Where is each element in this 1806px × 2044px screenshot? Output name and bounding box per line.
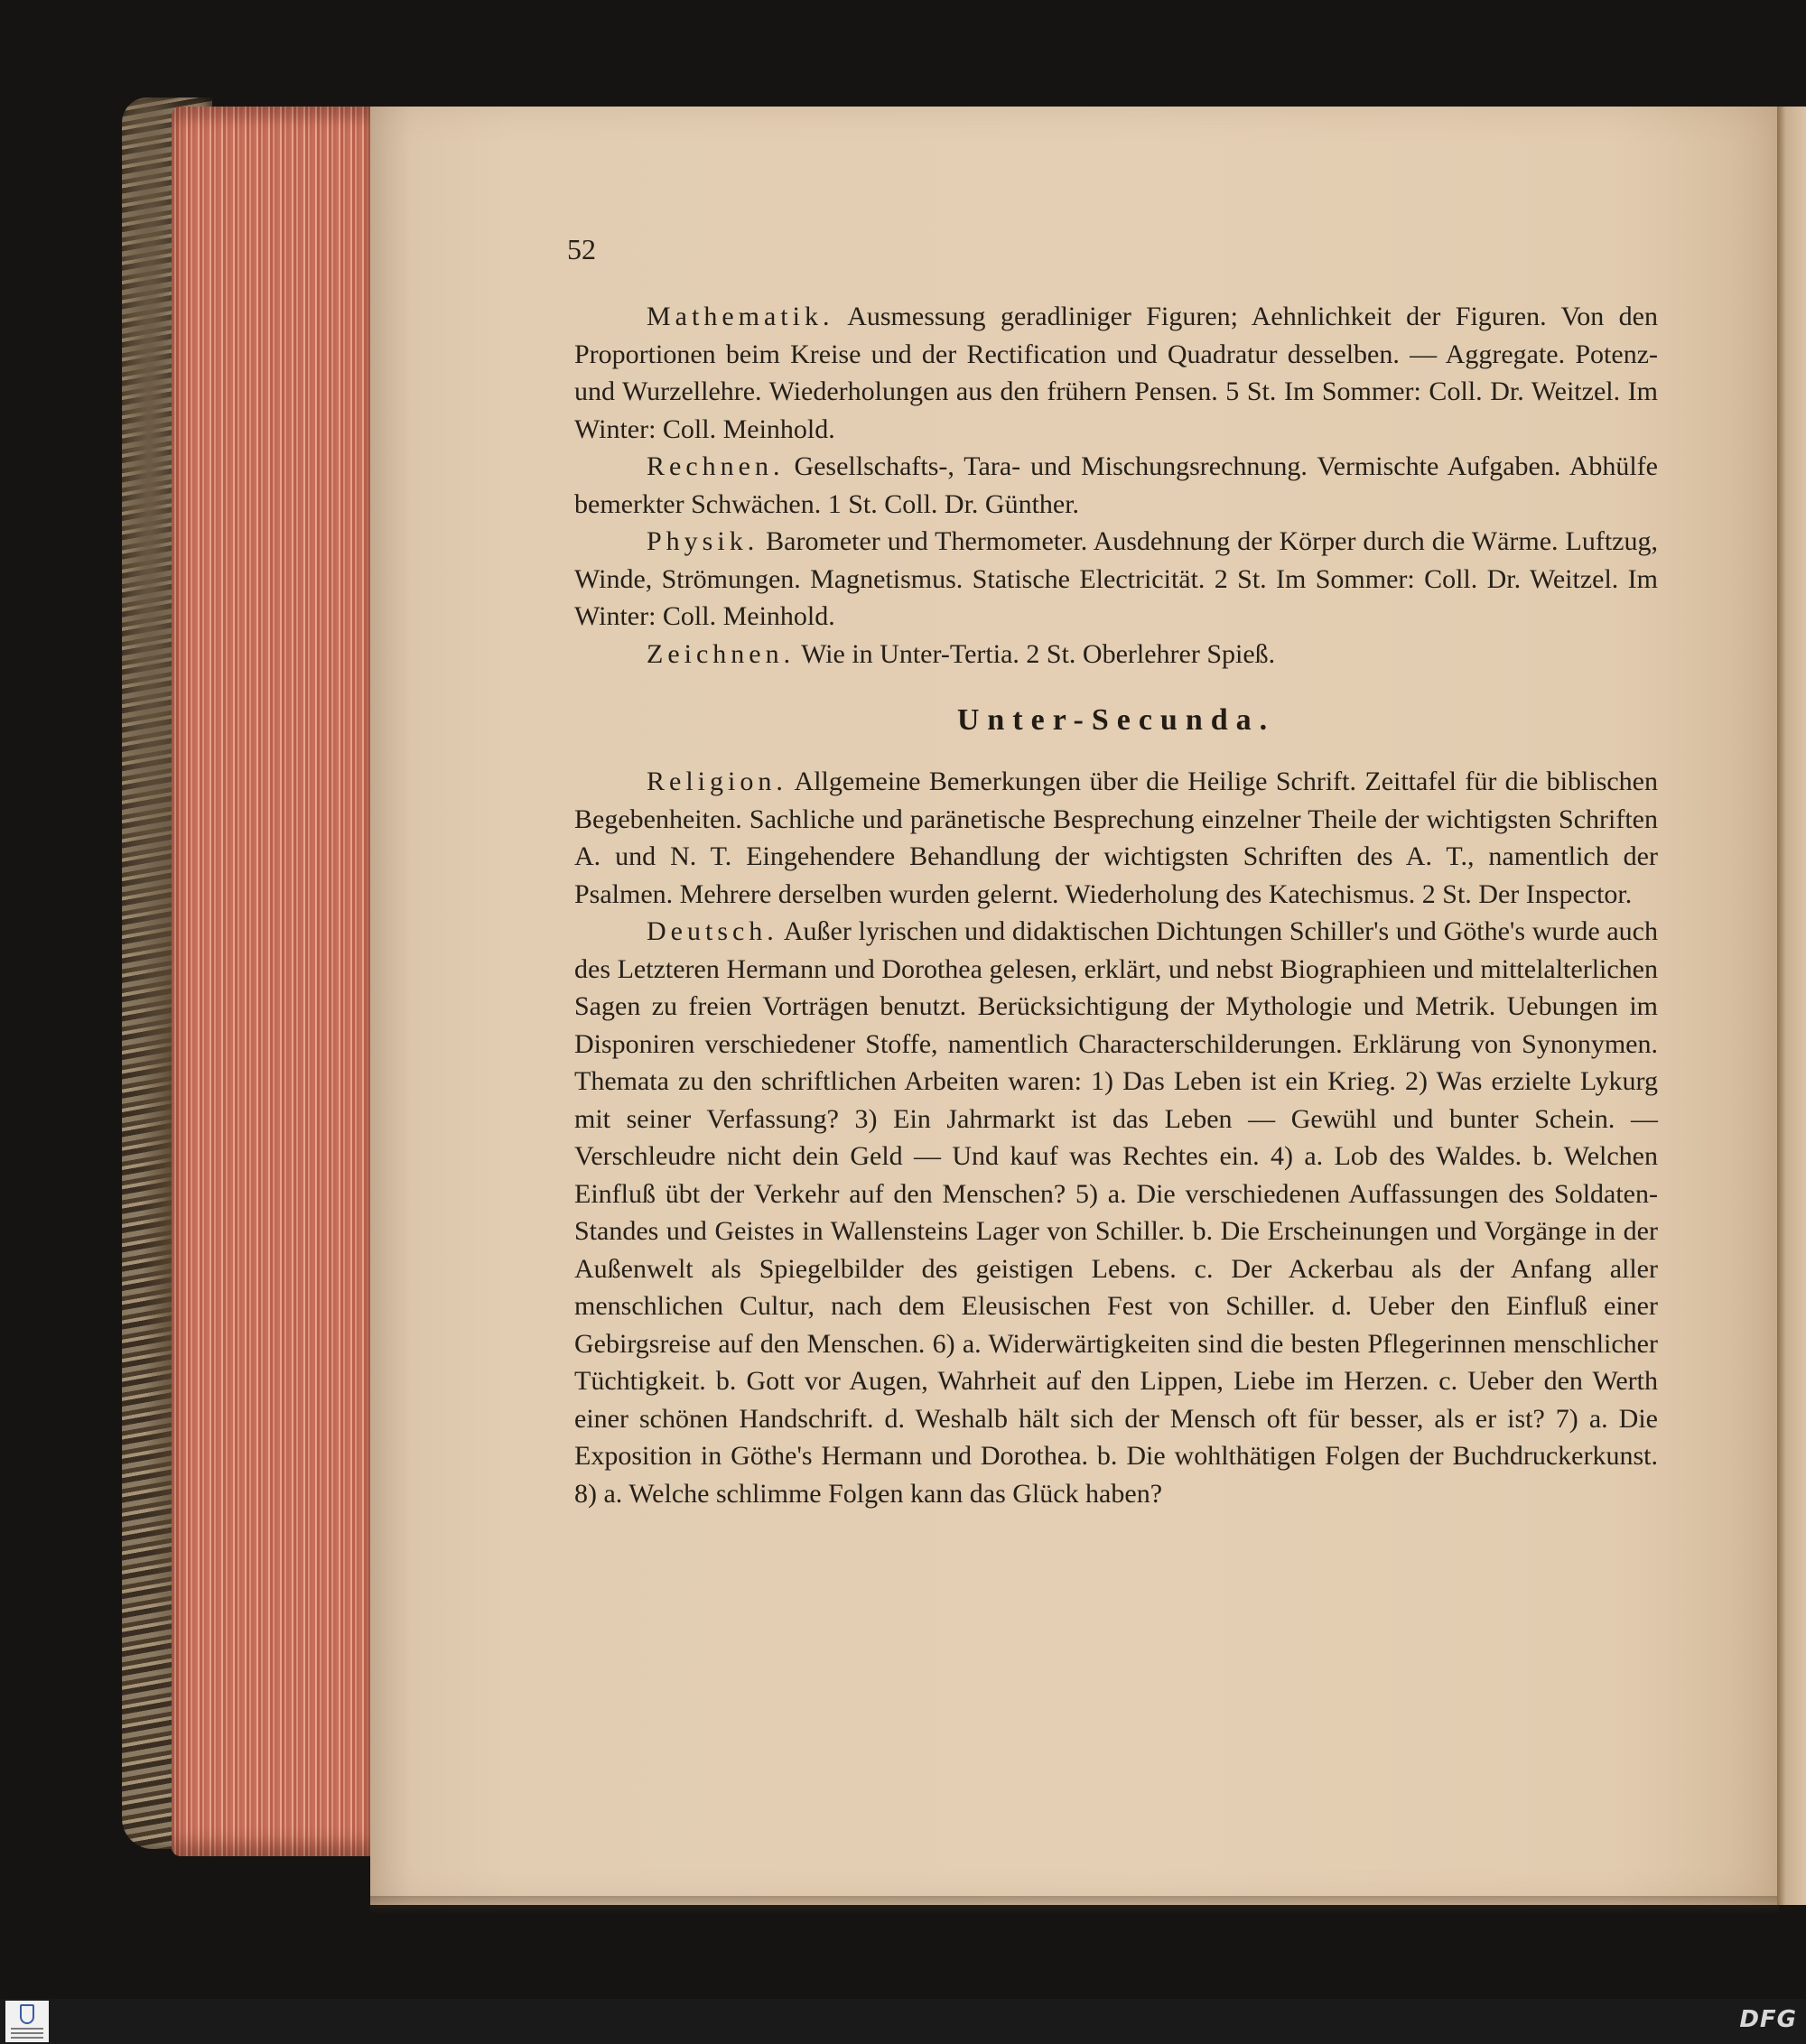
paragraph-mathematik <box>574 298 1658 448</box>
paragraph-body: Gesellschafts-, Tara- und Mischungsrechnung. Vermischte Aufgaben. Abhülfe bemerkter Schwächen. 1 St. Coll. Dr. Günther. <box>574 451 1658 519</box>
paragraph-lead: Zeichnen. <box>647 638 796 669</box>
paragraph-lead: Deutsch. <box>647 916 778 946</box>
page-edges <box>172 107 379 1856</box>
library-logo-icon <box>5 2001 49 2042</box>
section-heading: Unter-Secunda. <box>956 703 1276 737</box>
page-text <box>574 298 1658 1512</box>
page-shadow <box>370 1896 1779 1914</box>
paragraph-zeichnen <box>574 636 1658 674</box>
paragraph-physik <box>574 523 1658 636</box>
paragraph-lead: Rechnen. <box>647 451 785 481</box>
paragraph-religion <box>574 763 1658 913</box>
paragraph-lead: Religion. <box>647 766 787 796</box>
paragraph-body: Wie in Unter-Tertia. 2 St. Oberlehrer Spieß. <box>795 638 1276 669</box>
paragraph-body: Außer lyrischen und didaktischen Dichtungen Schiller's und Göthe's wurde auch des Letzteren Hermann und Dorothea gelesen, erklärt, und nebst Biographieen und mittelalterlichen Sagen zu freien Vorträgen benutzt. Berücksichtigung der Mythologie und Metrik. Uebungen im Disponiren verschiedener Stoffe, namentlich Characterschilderungen. Erklärung von Synonymen. Themata zu den schriftlichen Arbeiten waren: 1) Das Leben ist ein Krieg. 2) Was erzielte Lykurg mit seiner Verfassung? 3) Ein Jahrmarkt ist das Leben — Gewühl und bunter Schein. — Verschleudre nicht dein Geld — Und kauf was Rechtes ein. 4) a. Lob des Waldes. b. Welchen Einfluß übt der Verkehr auf den Menschen? 5) a. Die verschiedenen Auffassungen des Soldaten-Standes und Geistes in Wallensteins Lager von Schiller. b. Die Erscheinungen und Vorgänge in der Außenwelt als Spiegelbilder des geistigen Lebens. c. Der Ackerbau als der Anfang aller menschlichen Cultur, nach dem Eleusischen Fest von Schiller. d. Ueber den Einfluß einer Gebirgsreise auf den Menschen. 6) a. Widerwärtigkeiten sind die besten Pflegerinnen menschlicher Tüchtigkeit. b. Gott vor Augen, Wahrheit auf den Lippen, Liebe im Herzen. c. Ueber den Werth einer schönen Handschrift. d. Weshalb hält sich der Mensch oft für besser, als er ist? 7) a. Die Exposition in Göthe's Hermann und Dorothea. b. Die wohlthätigen Folgen der Buchdruckerkunst. 8) a. Welche schlimme Folgen kann das Glück haben? <box>574 916 1658 1509</box>
paragraph-body: Ausmessung geradliniger Figuren; Aehnlichkeit der Figuren. Von den Proportionen beim Kreise und der Rectification und Quadratur desselben. — Aggregate. Potenz- und Wurzellehre. Wiederholungen aus den frühern Pensen. 5 St. Im Sommer: Coll. Dr. Weitzel. Im Winter: Coll. Meinhold. <box>574 302 1658 444</box>
logo-text-lines <box>11 2028 43 2039</box>
paragraph-deutsch <box>574 913 1658 1512</box>
paragraph-lead: Mathematik. <box>647 302 834 331</box>
viewer-footer-bar <box>0 1999 1806 2044</box>
dfg-logo: DFG <box>1739 2006 1797 2033</box>
page-number: 52 <box>567 233 596 265</box>
paragraph-body: Allgemeine Bemerkungen über die Heilige Schrift. Zeittafel für die biblischen Begebenheiten. Sachliche und paränetische Besprechung einzelner Theile der wichtigsten Schriften A. und N. T. Eingehendere Behandlung der wichtigsten Schriften des A. T., namentlich der Psalmen. Mehrere derselben wurden gelernt. Wiederholung des Katechismus. 2 St. Der Inspector. <box>574 766 1658 909</box>
paragraph-lead: Physik. <box>647 526 759 556</box>
paragraph-rechnen <box>574 448 1658 523</box>
crest-icon <box>20 2004 34 2024</box>
paragraph-body: Barometer und Thermometer. Ausdehnung der Körper durch die Wärme. Luftzug, Winde, Strömungen. Magnetismus. Statische Electricität. 2 St. Im Sommer: Coll. Dr. Weitzel. Im Winter: Coll. Meinhold. <box>574 526 1658 631</box>
facing-page-edge <box>1777 107 1806 1905</box>
